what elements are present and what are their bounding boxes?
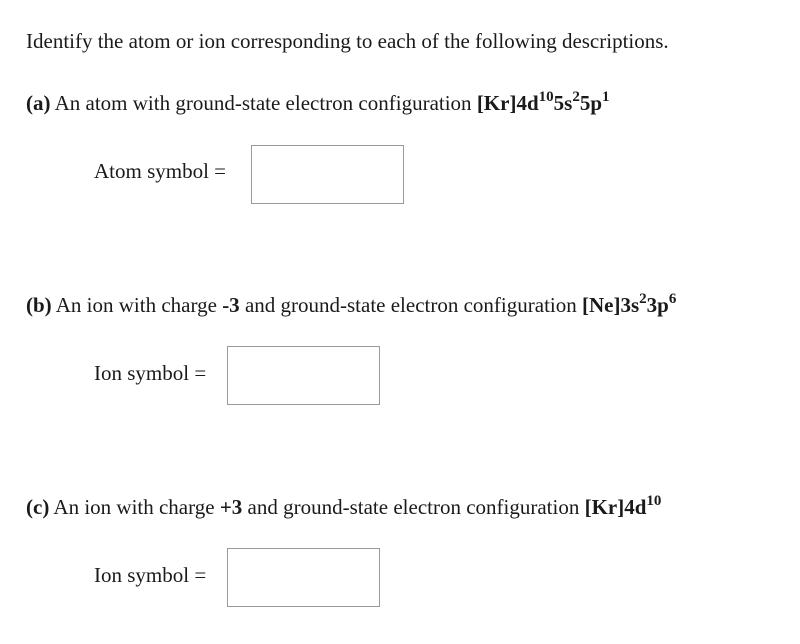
- config-a-sup-1: 10: [538, 89, 554, 105]
- question-a-text: An atom with ground-state electron configuration: [50, 91, 477, 115]
- config-b-sup-2: 6: [668, 291, 677, 307]
- question-b: [26, 292, 676, 318]
- question-b-label: (b): [26, 293, 52, 317]
- config-a-term-2: 5s: [553, 91, 573, 115]
- question-c-configuration: [585, 495, 662, 519]
- question-b-text-2: and ground-state electron configuration: [239, 293, 582, 317]
- question-c-label: (c): [26, 495, 50, 519]
- question-a-configuration: [477, 91, 610, 115]
- instructions-text: Identify the atom or ion corresponding to each of the following descriptions.: [26, 29, 669, 53]
- question-c-text-2: and ground-state electron configuration: [242, 495, 585, 519]
- ion-symbol-label-b: Ion symbol =: [94, 361, 207, 385]
- config-b-term-2: 3p: [646, 293, 669, 317]
- question-a-label: (a): [26, 91, 51, 115]
- config-c-term-1: [Kr]4d: [584, 495, 647, 519]
- config-a-term-1: [Kr]4d: [476, 91, 539, 115]
- ion-symbol-input-c[interactable]: [227, 548, 380, 607]
- question-c-text-1: An ion with charge: [49, 495, 220, 519]
- config-c-sup-1: 10: [646, 493, 662, 509]
- question-c-charge: +3: [219, 495, 243, 519]
- config-b-term-1: [Ne]3s: [581, 293, 640, 317]
- question-b-configuration: [582, 293, 676, 317]
- atom-symbol-input-a[interactable]: [251, 145, 404, 204]
- ion-symbol-label-c: Ion symbol =: [94, 563, 207, 587]
- question-b-charge: -3: [222, 293, 240, 317]
- config-a-term-3: 5p: [579, 91, 603, 115]
- question-b-text-1: An ion with charge: [51, 293, 223, 317]
- config-b-sup-1: 2: [639, 291, 647, 307]
- config-a-sup-3: 1: [602, 89, 610, 105]
- ion-symbol-input-b[interactable]: [227, 346, 380, 405]
- atom-symbol-label: Atom symbol =: [94, 159, 227, 183]
- question-a: [26, 90, 610, 116]
- question-c: [26, 494, 661, 520]
- config-a-sup-2: 2: [572, 89, 580, 105]
